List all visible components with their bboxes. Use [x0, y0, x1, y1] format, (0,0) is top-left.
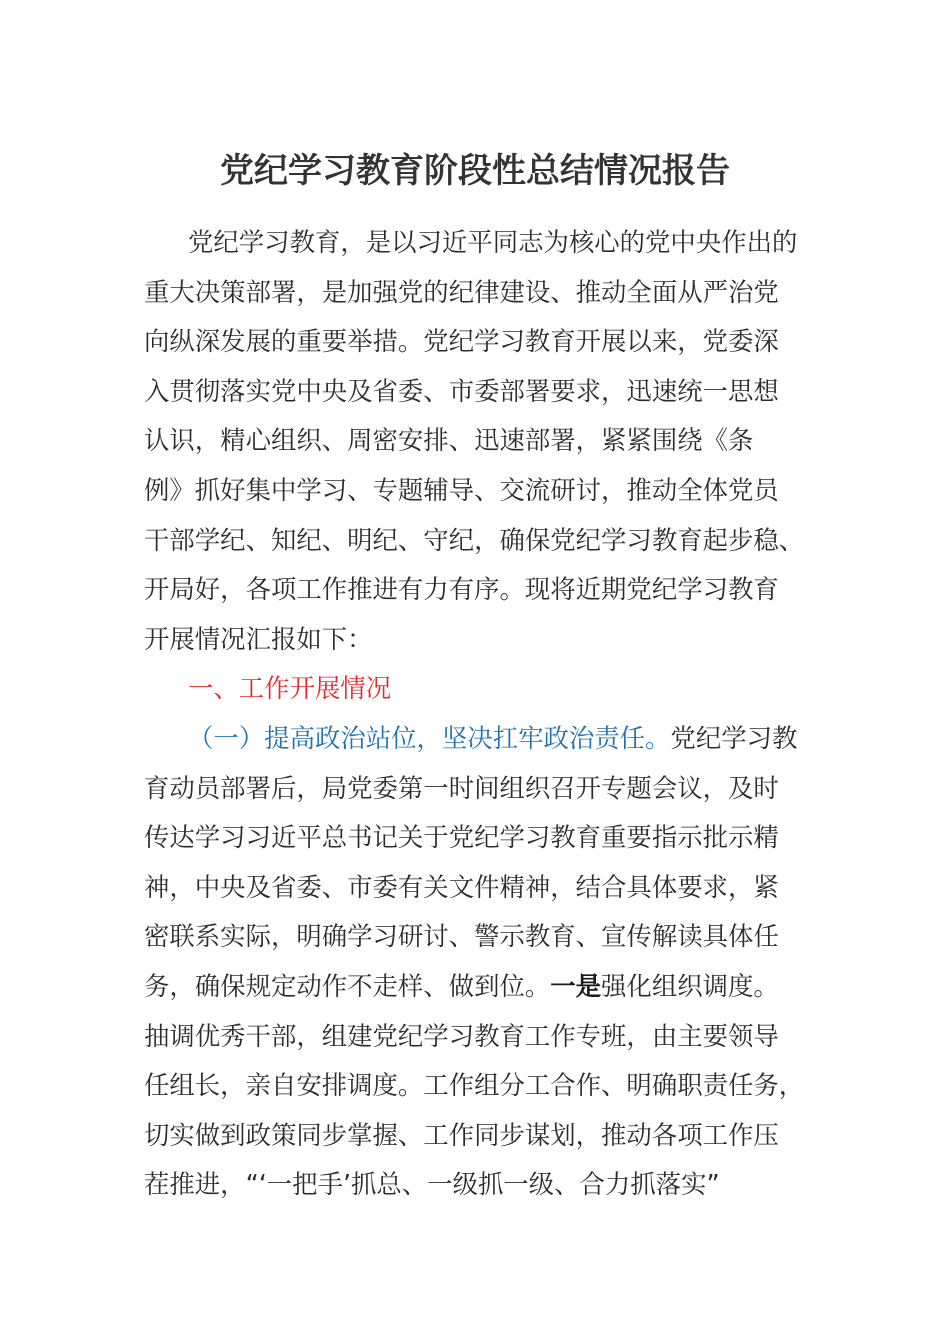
- paragraph-line: 茬推进，“‘一把手’抓总、一级抓一级、合力抓落实”: [144, 1169, 720, 1200]
- paragraph-text: 务，确保规定动作不走样、做到位。: [144, 970, 551, 1001]
- subsection-first-line: [144, 714, 806, 764]
- paragraph-line: 认识，精心组织、周密安排、迅速部署，紧紧围绕《条: [144, 425, 754, 456]
- paragraph-line: 密联系实际，明确学习研讨、警示教育、宣传解读具体任: [144, 921, 779, 952]
- paragraph-line: 切实做到政策同步掌握、工作同步谋划，推动各项工作压: [144, 1119, 779, 1150]
- paragraph-text: 党纪学习教: [670, 722, 798, 753]
- subsection-heading: （一）提高政治站位，坚决扛牢政治责任。: [188, 722, 671, 753]
- paragraph-line-with-emphasis: [144, 962, 806, 1012]
- paragraph-text: 强化组织调度。: [601, 970, 779, 1001]
- paragraph-line: 育动员部署后，局党委第一时间组织召开专题会议，及时: [144, 772, 779, 803]
- paragraph-line: 神，中央及省委、市委有关文件精神，结合具体要求，紧: [144, 871, 779, 902]
- paragraph-line: 抽调优秀干部，组建党纪学习教育工作专班，由主要领导: [144, 1020, 779, 1051]
- section-heading: 一、工作开展情况: [188, 673, 392, 704]
- document-title: 党纪学习教育阶段性总结情况报告: [220, 151, 730, 191]
- paragraph-line: 传达学习习近平总书记关于党纪学习教育重要指示批示精: [144, 822, 779, 853]
- paragraph-line: 开局好，各项工作推进有力有序。现将近期党纪学习教育: [144, 574, 779, 605]
- paragraph-line: 向纵深发展的重要举措。党纪学习教育开展以来，党委深: [144, 326, 779, 357]
- document-body: [144, 218, 806, 1210]
- paragraph-line: 重大决策部署，是加强党的纪律建设、推动全面从严治党: [144, 276, 779, 307]
- paragraph-line: 开展情况汇报如下：: [144, 623, 373, 654]
- emphasis-text: 一是: [550, 970, 602, 1001]
- paragraph-line: 例》抓好集中学习、专题辅导、交流研讨，推动全体党员: [144, 474, 779, 505]
- paragraph-line: 入贯彻落实党中央及省委、市委部署要求，迅速统一思想: [144, 375, 779, 406]
- paragraph-line: 党纪学习教育，是以习近平同志为核心的党中央作出的: [188, 227, 798, 257]
- paragraph-line: 干部学纪、知纪、明纪、守纪，确保党纪学习教育起步稳、: [144, 524, 805, 555]
- paragraph-line: 任组长，亲自安排调度。工作组分工合作、明确职责任务，: [144, 1070, 805, 1101]
